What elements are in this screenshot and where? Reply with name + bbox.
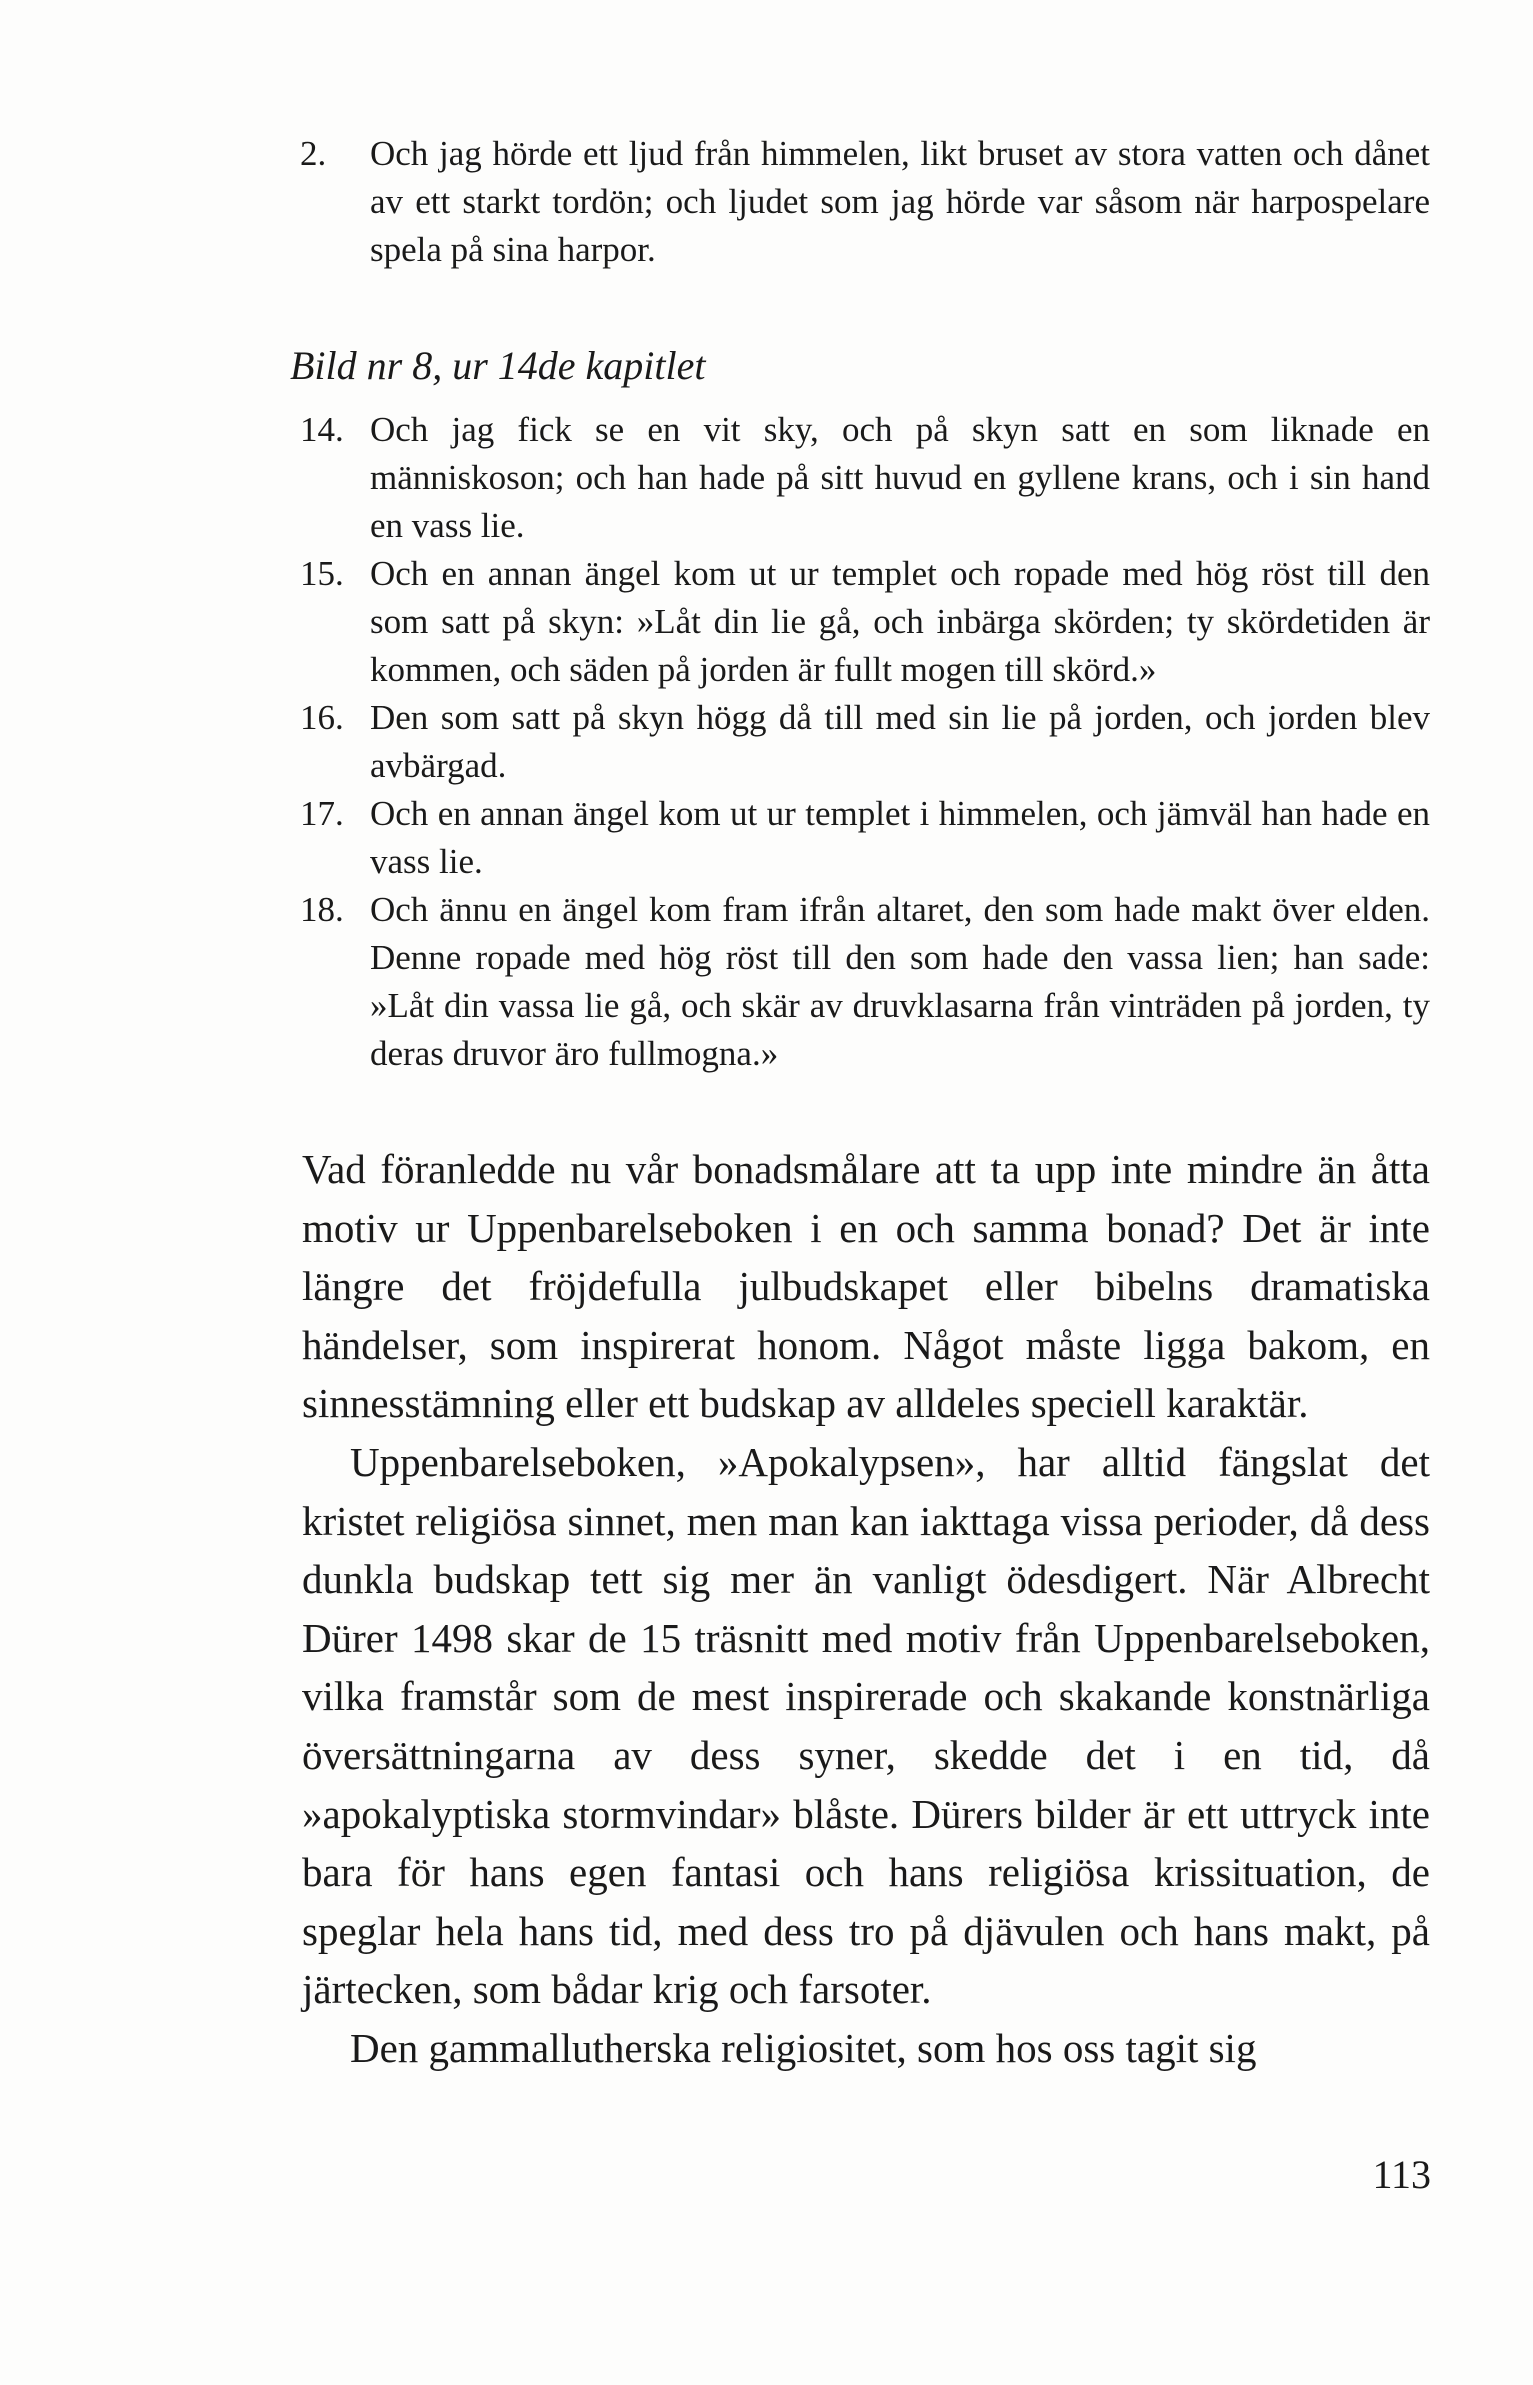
paragraph: Vad föranledde nu vår bonadsmålare att ta upp inte mindre än åtta motiv ur Uppenbarelseboken i en och samma bonad? Det är inte längre det fröjdefulla julbudskapet eller bibelns dramatiska händelser, som inspirerat honom. Något måste ligga bakom, en sinnesstämning eller ett budskap av alldeles speciell karaktär. — [302, 1146, 1430, 1427]
verse-number: 15. — [300, 554, 344, 593]
verse-18 — [300, 886, 1430, 1078]
verse-17 — [300, 790, 1430, 886]
verse-number: 2. — [300, 134, 327, 173]
verse-number: 18. — [300, 890, 344, 929]
paragraph: Den gammallutherska religiositet, som hos oss tagit sig — [350, 2024, 1257, 2071]
verse-15 — [300, 550, 1430, 694]
verse-14 — [300, 406, 1430, 550]
verse-text: Och jag fick se en vit sky, och på skyn satt en som liknade en människoson; och han hade på sitt huvud en gyllene krans, och i sin hand en vass lie. — [370, 410, 1430, 545]
paragraph: Uppenbarelseboken, »Apokalypsen», har alltid fängslat det kristet religiösa sinnet, men man kan iakttaga vissa perioder, då dess dunkla budskap tett sig mer än vanligt ödesdigert. När Albrecht Dürer 1498 skar de 15 träsnitt med motiv från Uppenbarelseboken, vilka framstår som de mest inspirerade och skakande konstnärliga översättningarna av dess syner, skedde det i en tid, då »apokalyptiska stormvindar» blåste. Dürers bilder är ett uttryck inte bara för hans egen fantasi och hans religiösa krissituation, de speglar hela hans tid, med dess tro på djävulen och hans makt, på järtecken, som bådar krig och farsoter. — [302, 1438, 1430, 2013]
verse-number: 14. — [300, 410, 344, 449]
verse-text: Och ännu en ängel kom fram ifrån altaret, den som hade makt över elden. Denne ropade med hög röst till den som hade den vassa lien; han sade: »Låt din vassa lie gå, och skär av druvklasarna från vinträden på jorden, ty deras druvor äro fullmogna.» — [370, 890, 1430, 1073]
verse-text: Den som satt på skyn högg då till med sin lie på jorden, och jorden blev avbärgad. — [370, 698, 1430, 785]
verse-list — [300, 406, 1430, 1078]
verse-text: Och jag hörde ett ljud från himmelen, likt bruset av stora vatten och dånet av ett starkt tordön; och ljudet som jag hörde var såsom när harpospelare spela på sina harpor. — [370, 134, 1430, 269]
body-text — [302, 1140, 1430, 2078]
verse-16 — [300, 694, 1430, 790]
verse-list-top — [300, 130, 1430, 274]
verse-2 — [300, 130, 1430, 274]
verse-number: 17. — [300, 794, 344, 833]
page-number: 113 — [1372, 2152, 1431, 2197]
verse-text: Och en annan ängel kom ut ur templet och ropade med hög röst till den som satt på skyn: »Låt din lie gå, och inbärga skörden; ty skördetiden är kommen, och säden på jorden är fullt mogen till skörd.» — [370, 554, 1430, 689]
section-heading: Bild nr 8, ur 14de kapitlet — [290, 343, 706, 388]
verse-text: Och en annan ängel kom ut ur templet i himmelen, och jämväl han hade en vass lie. — [370, 794, 1430, 881]
verse-number: 16. — [300, 698, 344, 737]
